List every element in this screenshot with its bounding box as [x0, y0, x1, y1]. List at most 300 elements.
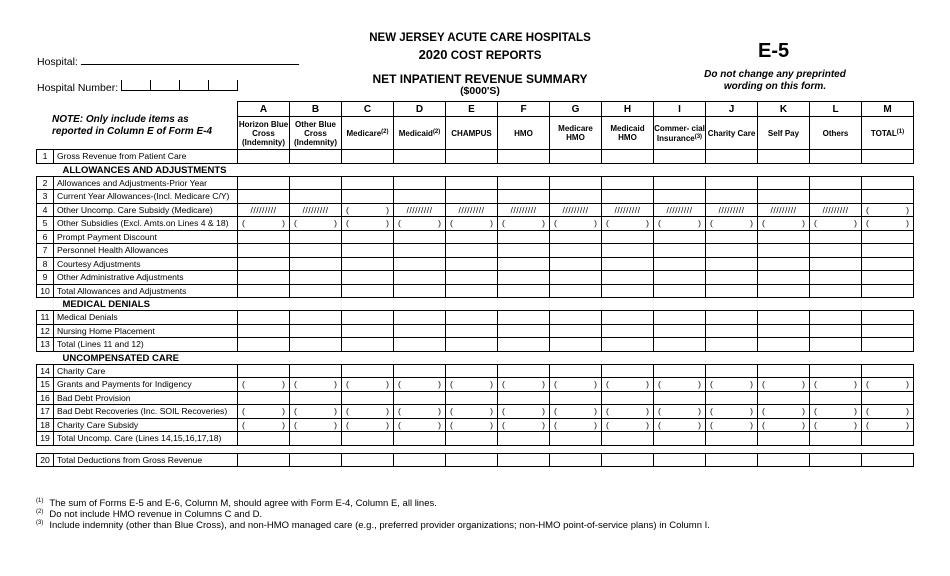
entry-cell[interactable]: [238, 324, 290, 338]
entry-cell[interactable]: [342, 338, 394, 352]
entry-cell[interactable]: [550, 257, 602, 271]
negative-entry-cell[interactable]: [238, 418, 290, 432]
entry-cell[interactable]: [810, 271, 862, 285]
negative-entry-cell[interactable]: [394, 378, 446, 392]
entry-cell[interactable]: [550, 453, 602, 467]
line-label: Total (Lines 11 and 12): [54, 338, 238, 352]
entry-cell[interactable]: [810, 257, 862, 271]
entry-cell[interactable]: [810, 190, 862, 204]
entry-cell[interactable]: [654, 284, 706, 298]
negative-entry-cell[interactable]: [758, 378, 810, 392]
entry-cell[interactable]: [290, 432, 342, 446]
entry-cell[interactable]: [342, 271, 394, 285]
entry-cell[interactable]: [394, 176, 446, 190]
column-name-row: [37, 117, 914, 150]
entry-cell[interactable]: [654, 190, 706, 204]
negative-entry-cell[interactable]: [602, 418, 654, 432]
entry-cell[interactable]: [550, 150, 602, 164]
entry-cell[interactable]: [290, 391, 342, 405]
entry-cell[interactable]: [498, 453, 550, 467]
negative-entry-cell[interactable]: [654, 217, 706, 231]
negative-entry-cell[interactable]: [446, 418, 498, 432]
negative-entry-cell[interactable]: [758, 217, 810, 231]
entry-cell[interactable]: [498, 391, 550, 405]
entry-cell[interactable]: [498, 257, 550, 271]
negative-entry-cell[interactable]: [550, 217, 602, 231]
footnote-ref: (2): [432, 129, 441, 135]
entry-cell[interactable]: [446, 324, 498, 338]
negative-entry-cell[interactable]: [394, 217, 446, 231]
entry-cell[interactable]: [238, 432, 290, 446]
negative-entry-cell[interactable]: [290, 418, 342, 432]
entry-cell[interactable]: [758, 432, 810, 446]
entry-cell[interactable]: [706, 244, 758, 258]
open-paren: (: [346, 406, 349, 417]
entry-cell[interactable]: [446, 311, 498, 325]
entry-cell[interactable]: [706, 284, 758, 298]
entry-cell[interactable]: [862, 150, 914, 164]
table-row: [37, 217, 914, 231]
entry-cell[interactable]: [290, 244, 342, 258]
entry-cell[interactable]: [758, 338, 810, 352]
entry-cell[interactable]: [238, 150, 290, 164]
entry-cell[interactable]: [758, 311, 810, 325]
entry-cell[interactable]: [498, 230, 550, 244]
entry-cell[interactable]: [394, 244, 446, 258]
shaded-cell: /////////: [238, 203, 290, 217]
entry-cell[interactable]: [446, 271, 498, 285]
entry-cell[interactable]: [706, 257, 758, 271]
form-id: E-5: [758, 40, 790, 62]
entry-cell[interactable]: [706, 364, 758, 378]
open-paren: (: [710, 379, 713, 390]
entry-cell[interactable]: [238, 244, 290, 258]
entry-cell[interactable]: [654, 338, 706, 352]
entry-cell[interactable]: [810, 230, 862, 244]
entry-cell[interactable]: [602, 311, 654, 325]
negative-entry-cell[interactable]: [706, 378, 758, 392]
entry-cell[interactable]: [238, 364, 290, 378]
entry-cell[interactable]: [498, 176, 550, 190]
entry-cell[interactable]: [342, 391, 394, 405]
line-label: Medical Denials: [54, 311, 238, 325]
entry-cell[interactable]: [862, 257, 914, 271]
entry-cell[interactable]: [550, 176, 602, 190]
entry-cell[interactable]: [862, 311, 914, 325]
entry-cell[interactable]: [342, 284, 394, 298]
close-paren: ): [906, 204, 909, 215]
entry-cell[interactable]: [446, 432, 498, 446]
negative-entry-cell[interactable]: [758, 405, 810, 419]
entry-cell[interactable]: [550, 190, 602, 204]
entry-cell[interactable]: [706, 453, 758, 467]
entry-cell[interactable]: [342, 453, 394, 467]
entry-cell[interactable]: [706, 311, 758, 325]
entry-cell[interactable]: [342, 311, 394, 325]
entry-cell[interactable]: [446, 190, 498, 204]
negative-entry-cell[interactable]: [498, 217, 550, 231]
entry-cell[interactable]: [654, 391, 706, 405]
negative-entry-cell[interactable]: [550, 378, 602, 392]
entry-cell[interactable]: [758, 324, 810, 338]
entry-cell[interactable]: [862, 190, 914, 204]
close-paren: ): [802, 419, 805, 430]
entry-cell[interactable]: [654, 244, 706, 258]
entry-cell[interactable]: [602, 190, 654, 204]
entry-cell[interactable]: [706, 230, 758, 244]
entry-cell[interactable]: [290, 230, 342, 244]
open-paren: (: [294, 406, 297, 417]
entry-cell[interactable]: [394, 453, 446, 467]
column-name: [810, 117, 862, 150]
entry-cell[interactable]: [394, 271, 446, 285]
entry-cell[interactable]: [654, 257, 706, 271]
entry-cell[interactable]: [238, 338, 290, 352]
entry-cell[interactable]: [654, 311, 706, 325]
shaded-cell: /////////: [810, 203, 862, 217]
entry-cell[interactable]: [238, 190, 290, 204]
negative-entry-cell[interactable]: [862, 405, 914, 419]
entry-cell[interactable]: [706, 324, 758, 338]
entry-cell[interactable]: [758, 244, 810, 258]
entry-cell[interactable]: [394, 324, 446, 338]
entry-cell[interactable]: [706, 432, 758, 446]
entry-cell[interactable]: [862, 244, 914, 258]
table-row: [37, 203, 914, 217]
negative-entry-cell[interactable]: [342, 418, 394, 432]
entry-cell[interactable]: [602, 176, 654, 190]
negative-entry-cell[interactable]: [654, 405, 706, 419]
negative-entry-cell[interactable]: [238, 217, 290, 231]
entry-cell[interactable]: [706, 150, 758, 164]
negative-entry-cell[interactable]: [498, 405, 550, 419]
negative-entry-cell[interactable]: [498, 378, 550, 392]
entry-cell[interactable]: [602, 453, 654, 467]
entry-cell[interactable]: [394, 364, 446, 378]
negative-entry-cell[interactable]: [810, 405, 862, 419]
entry-cell[interactable]: [238, 176, 290, 190]
close-paren: ): [438, 379, 441, 390]
entry-cell[interactable]: [810, 432, 862, 446]
entry-cell[interactable]: [446, 364, 498, 378]
entry-cell[interactable]: [602, 244, 654, 258]
entry-cell[interactable]: [758, 257, 810, 271]
entry-cell[interactable]: [498, 324, 550, 338]
entry-cell[interactable]: [810, 150, 862, 164]
entry-cell[interactable]: [550, 271, 602, 285]
entry-cell[interactable]: [394, 338, 446, 352]
close-paren: ): [438, 218, 441, 229]
entry-cell[interactable]: [706, 176, 758, 190]
entry-cell[interactable]: [602, 230, 654, 244]
entry-cell[interactable]: [758, 364, 810, 378]
entry-cell[interactable]: [550, 324, 602, 338]
entry-cell[interactable]: [238, 284, 290, 298]
entry-cell[interactable]: [446, 150, 498, 164]
entry-cell[interactable]: [810, 391, 862, 405]
entry-cell[interactable]: [810, 324, 862, 338]
entry-cell[interactable]: [446, 257, 498, 271]
entry-cell[interactable]: [602, 338, 654, 352]
entry-cell[interactable]: [342, 176, 394, 190]
entry-cell[interactable]: [706, 190, 758, 204]
negative-entry-cell[interactable]: [446, 217, 498, 231]
entry-cell[interactable]: [394, 432, 446, 446]
entry-cell[interactable]: [810, 364, 862, 378]
entry-cell[interactable]: [654, 364, 706, 378]
entry-cell[interactable]: [446, 391, 498, 405]
negative-entry-cell[interactable]: [446, 378, 498, 392]
entry-cell[interactable]: [602, 432, 654, 446]
negative-entry-cell[interactable]: [706, 418, 758, 432]
entry-cell[interactable]: [862, 176, 914, 190]
negative-entry-cell[interactable]: [238, 405, 290, 419]
entry-cell[interactable]: [238, 311, 290, 325]
entry-cell[interactable]: [602, 324, 654, 338]
line-number: 8: [37, 257, 54, 271]
entry-cell[interactable]: [446, 284, 498, 298]
negative-entry-cell[interactable]: [238, 378, 290, 392]
open-paren: (: [762, 419, 765, 430]
entry-cell[interactable]: [550, 284, 602, 298]
entry-cell[interactable]: [342, 190, 394, 204]
entry-cell[interactable]: [862, 338, 914, 352]
entry-cell[interactable]: [498, 150, 550, 164]
entry-cell[interactable]: [862, 364, 914, 378]
open-paren: (: [606, 406, 609, 417]
entry-cell[interactable]: [342, 257, 394, 271]
entry-cell[interactable]: [862, 271, 914, 285]
entry-cell[interactable]: [238, 391, 290, 405]
close-paren: ): [334, 419, 337, 430]
entry-cell[interactable]: [446, 176, 498, 190]
negative-entry-cell[interactable]: [498, 418, 550, 432]
entry-cell[interactable]: [758, 284, 810, 298]
negative-entry-cell[interactable]: [602, 405, 654, 419]
entry-cell[interactable]: [602, 271, 654, 285]
entry-cell[interactable]: [498, 364, 550, 378]
entry-cell[interactable]: [602, 364, 654, 378]
negative-entry-cell[interactable]: [602, 378, 654, 392]
entry-cell[interactable]: [498, 432, 550, 446]
entry-cell[interactable]: [290, 364, 342, 378]
entry-cell[interactable]: [498, 284, 550, 298]
negative-entry-cell[interactable]: [602, 217, 654, 231]
column-name: [290, 117, 342, 150]
entry-cell[interactable]: [654, 230, 706, 244]
negative-entry-cell[interactable]: [862, 217, 914, 231]
open-paren: (: [242, 406, 245, 417]
entry-cell[interactable]: [342, 230, 394, 244]
entry-cell[interactable]: [654, 176, 706, 190]
entry-cell[interactable]: [810, 284, 862, 298]
entry-cell[interactable]: [238, 230, 290, 244]
negative-entry-cell[interactable]: [290, 217, 342, 231]
entry-cell[interactable]: [290, 176, 342, 190]
entry-cell[interactable]: [758, 190, 810, 204]
entry-cell[interactable]: [550, 311, 602, 325]
entry-cell[interactable]: [550, 244, 602, 258]
entry-cell[interactable]: [758, 150, 810, 164]
entry-cell[interactable]: [550, 338, 602, 352]
close-paren: ): [386, 406, 389, 417]
table-row: [37, 150, 914, 164]
entry-cell[interactable]: [758, 453, 810, 467]
line-number: 18: [37, 418, 54, 432]
entry-cell[interactable]: [238, 271, 290, 285]
open-paren: (: [242, 218, 245, 229]
section-row: [37, 298, 914, 311]
entry-cell[interactable]: [602, 284, 654, 298]
hospital-number-boxes[interactable]: [121, 80, 238, 94]
entry-cell[interactable]: [342, 432, 394, 446]
entry-cell[interactable]: [654, 271, 706, 285]
close-paren: ): [542, 218, 545, 229]
entry-cell[interactable]: [498, 190, 550, 204]
negative-entry-cell[interactable]: [862, 203, 914, 217]
entry-cell[interactable]: [290, 453, 342, 467]
column-letter: I: [654, 102, 706, 117]
entry-cell[interactable]: [498, 271, 550, 285]
entry-cell[interactable]: [550, 364, 602, 378]
negative-entry-cell[interactable]: [290, 378, 342, 392]
close-paren: ): [646, 379, 649, 390]
entry-cell[interactable]: [550, 230, 602, 244]
negative-entry-cell[interactable]: [810, 378, 862, 392]
open-paren: (: [554, 218, 557, 229]
entry-cell[interactable]: [550, 432, 602, 446]
entry-cell[interactable]: [810, 244, 862, 258]
negative-entry-cell[interactable]: [342, 203, 394, 217]
entry-cell[interactable]: [810, 338, 862, 352]
negative-entry-cell[interactable]: [394, 418, 446, 432]
entry-cell[interactable]: [654, 150, 706, 164]
table-row: [37, 311, 914, 325]
footnote-text: Do not include HMO revenue in Columns C and D.: [49, 509, 263, 520]
entry-cell[interactable]: [758, 271, 810, 285]
entry-cell[interactable]: [758, 176, 810, 190]
entry-cell[interactable]: [290, 150, 342, 164]
entry-cell[interactable]: [862, 324, 914, 338]
entry-cell[interactable]: [810, 453, 862, 467]
entry-cell[interactable]: [290, 324, 342, 338]
entry-cell[interactable]: [862, 453, 914, 467]
negative-entry-cell[interactable]: [654, 378, 706, 392]
negative-entry-cell[interactable]: [706, 405, 758, 419]
entry-cell[interactable]: [862, 432, 914, 446]
entry-cell[interactable]: [342, 324, 394, 338]
entry-cell[interactable]: [290, 311, 342, 325]
entry-cell[interactable]: [602, 150, 654, 164]
negative-entry-cell[interactable]: [810, 217, 862, 231]
header-spacer: [37, 102, 238, 117]
entry-cell[interactable]: [446, 244, 498, 258]
hospital-input[interactable]: [81, 54, 299, 65]
entry-cell[interactable]: [498, 244, 550, 258]
negative-entry-cell[interactable]: [550, 418, 602, 432]
entry-cell[interactable]: [810, 176, 862, 190]
close-paren: ): [750, 406, 753, 417]
entry-cell[interactable]: [238, 257, 290, 271]
negative-entry-cell[interactable]: [342, 405, 394, 419]
entry-cell[interactable]: [446, 230, 498, 244]
close-paren: ): [542, 419, 545, 430]
negative-entry-cell[interactable]: [862, 378, 914, 392]
entry-cell[interactable]: [394, 284, 446, 298]
entry-cell[interactable]: [550, 391, 602, 405]
line-label: Total Uncomp. Care (Lines 14,15,16,17,18): [54, 432, 238, 446]
entry-cell[interactable]: [706, 391, 758, 405]
entry-cell[interactable]: [862, 230, 914, 244]
header-spacer: [37, 117, 238, 150]
entry-cell[interactable]: [290, 284, 342, 298]
negative-entry-cell[interactable]: [862, 418, 914, 432]
entry-cell[interactable]: [290, 190, 342, 204]
entry-cell[interactable]: [498, 338, 550, 352]
negative-entry-cell[interactable]: [758, 418, 810, 432]
negative-entry-cell[interactable]: [550, 405, 602, 419]
negative-entry-cell[interactable]: [654, 418, 706, 432]
entry-cell[interactable]: [862, 391, 914, 405]
entry-cell[interactable]: [394, 391, 446, 405]
negative-entry-cell[interactable]: [706, 217, 758, 231]
entry-cell[interactable]: [290, 271, 342, 285]
entry-cell[interactable]: [654, 453, 706, 467]
entry-cell[interactable]: [394, 257, 446, 271]
entry-cell[interactable]: [394, 311, 446, 325]
entry-cell[interactable]: [446, 453, 498, 467]
entry-cell[interactable]: [238, 453, 290, 467]
open-paren: (: [554, 406, 557, 417]
open-paren: (: [346, 218, 349, 229]
spacer-row: [37, 445, 914, 453]
entry-cell[interactable]: [394, 190, 446, 204]
entry-cell[interactable]: [758, 230, 810, 244]
negative-entry-cell[interactable]: [342, 217, 394, 231]
entry-cell[interactable]: [706, 338, 758, 352]
line-label: Current Year Allowances-(Incl. Medicare C/Y): [54, 190, 238, 204]
entry-cell[interactable]: [602, 391, 654, 405]
entry-cell[interactable]: [810, 311, 862, 325]
entry-cell[interactable]: [498, 311, 550, 325]
entry-cell[interactable]: [446, 338, 498, 352]
entry-cell[interactable]: [758, 391, 810, 405]
open-paren: (: [710, 406, 713, 417]
line-label: Charity Care: [54, 364, 238, 378]
entry-cell[interactable]: [602, 257, 654, 271]
entry-cell[interactable]: [342, 244, 394, 258]
negative-entry-cell[interactable]: [342, 378, 394, 392]
entry-cell[interactable]: [290, 338, 342, 352]
table-row: [37, 432, 914, 446]
entry-cell[interactable]: [290, 257, 342, 271]
entry-cell[interactable]: [706, 271, 758, 285]
shaded-cell: /////////: [654, 203, 706, 217]
negative-entry-cell[interactable]: [394, 405, 446, 419]
entry-cell[interactable]: [654, 324, 706, 338]
close-paren: ): [334, 379, 337, 390]
entry-cell[interactable]: [862, 284, 914, 298]
entry-cell[interactable]: [394, 230, 446, 244]
negative-entry-cell[interactable]: [810, 418, 862, 432]
negative-entry-cell[interactable]: [446, 405, 498, 419]
entry-cell[interactable]: [342, 364, 394, 378]
entry-cell[interactable]: [654, 432, 706, 446]
entry-cell[interactable]: [342, 150, 394, 164]
entry-cell[interactable]: [394, 150, 446, 164]
negative-entry-cell[interactable]: [290, 405, 342, 419]
table-row: [37, 364, 914, 378]
